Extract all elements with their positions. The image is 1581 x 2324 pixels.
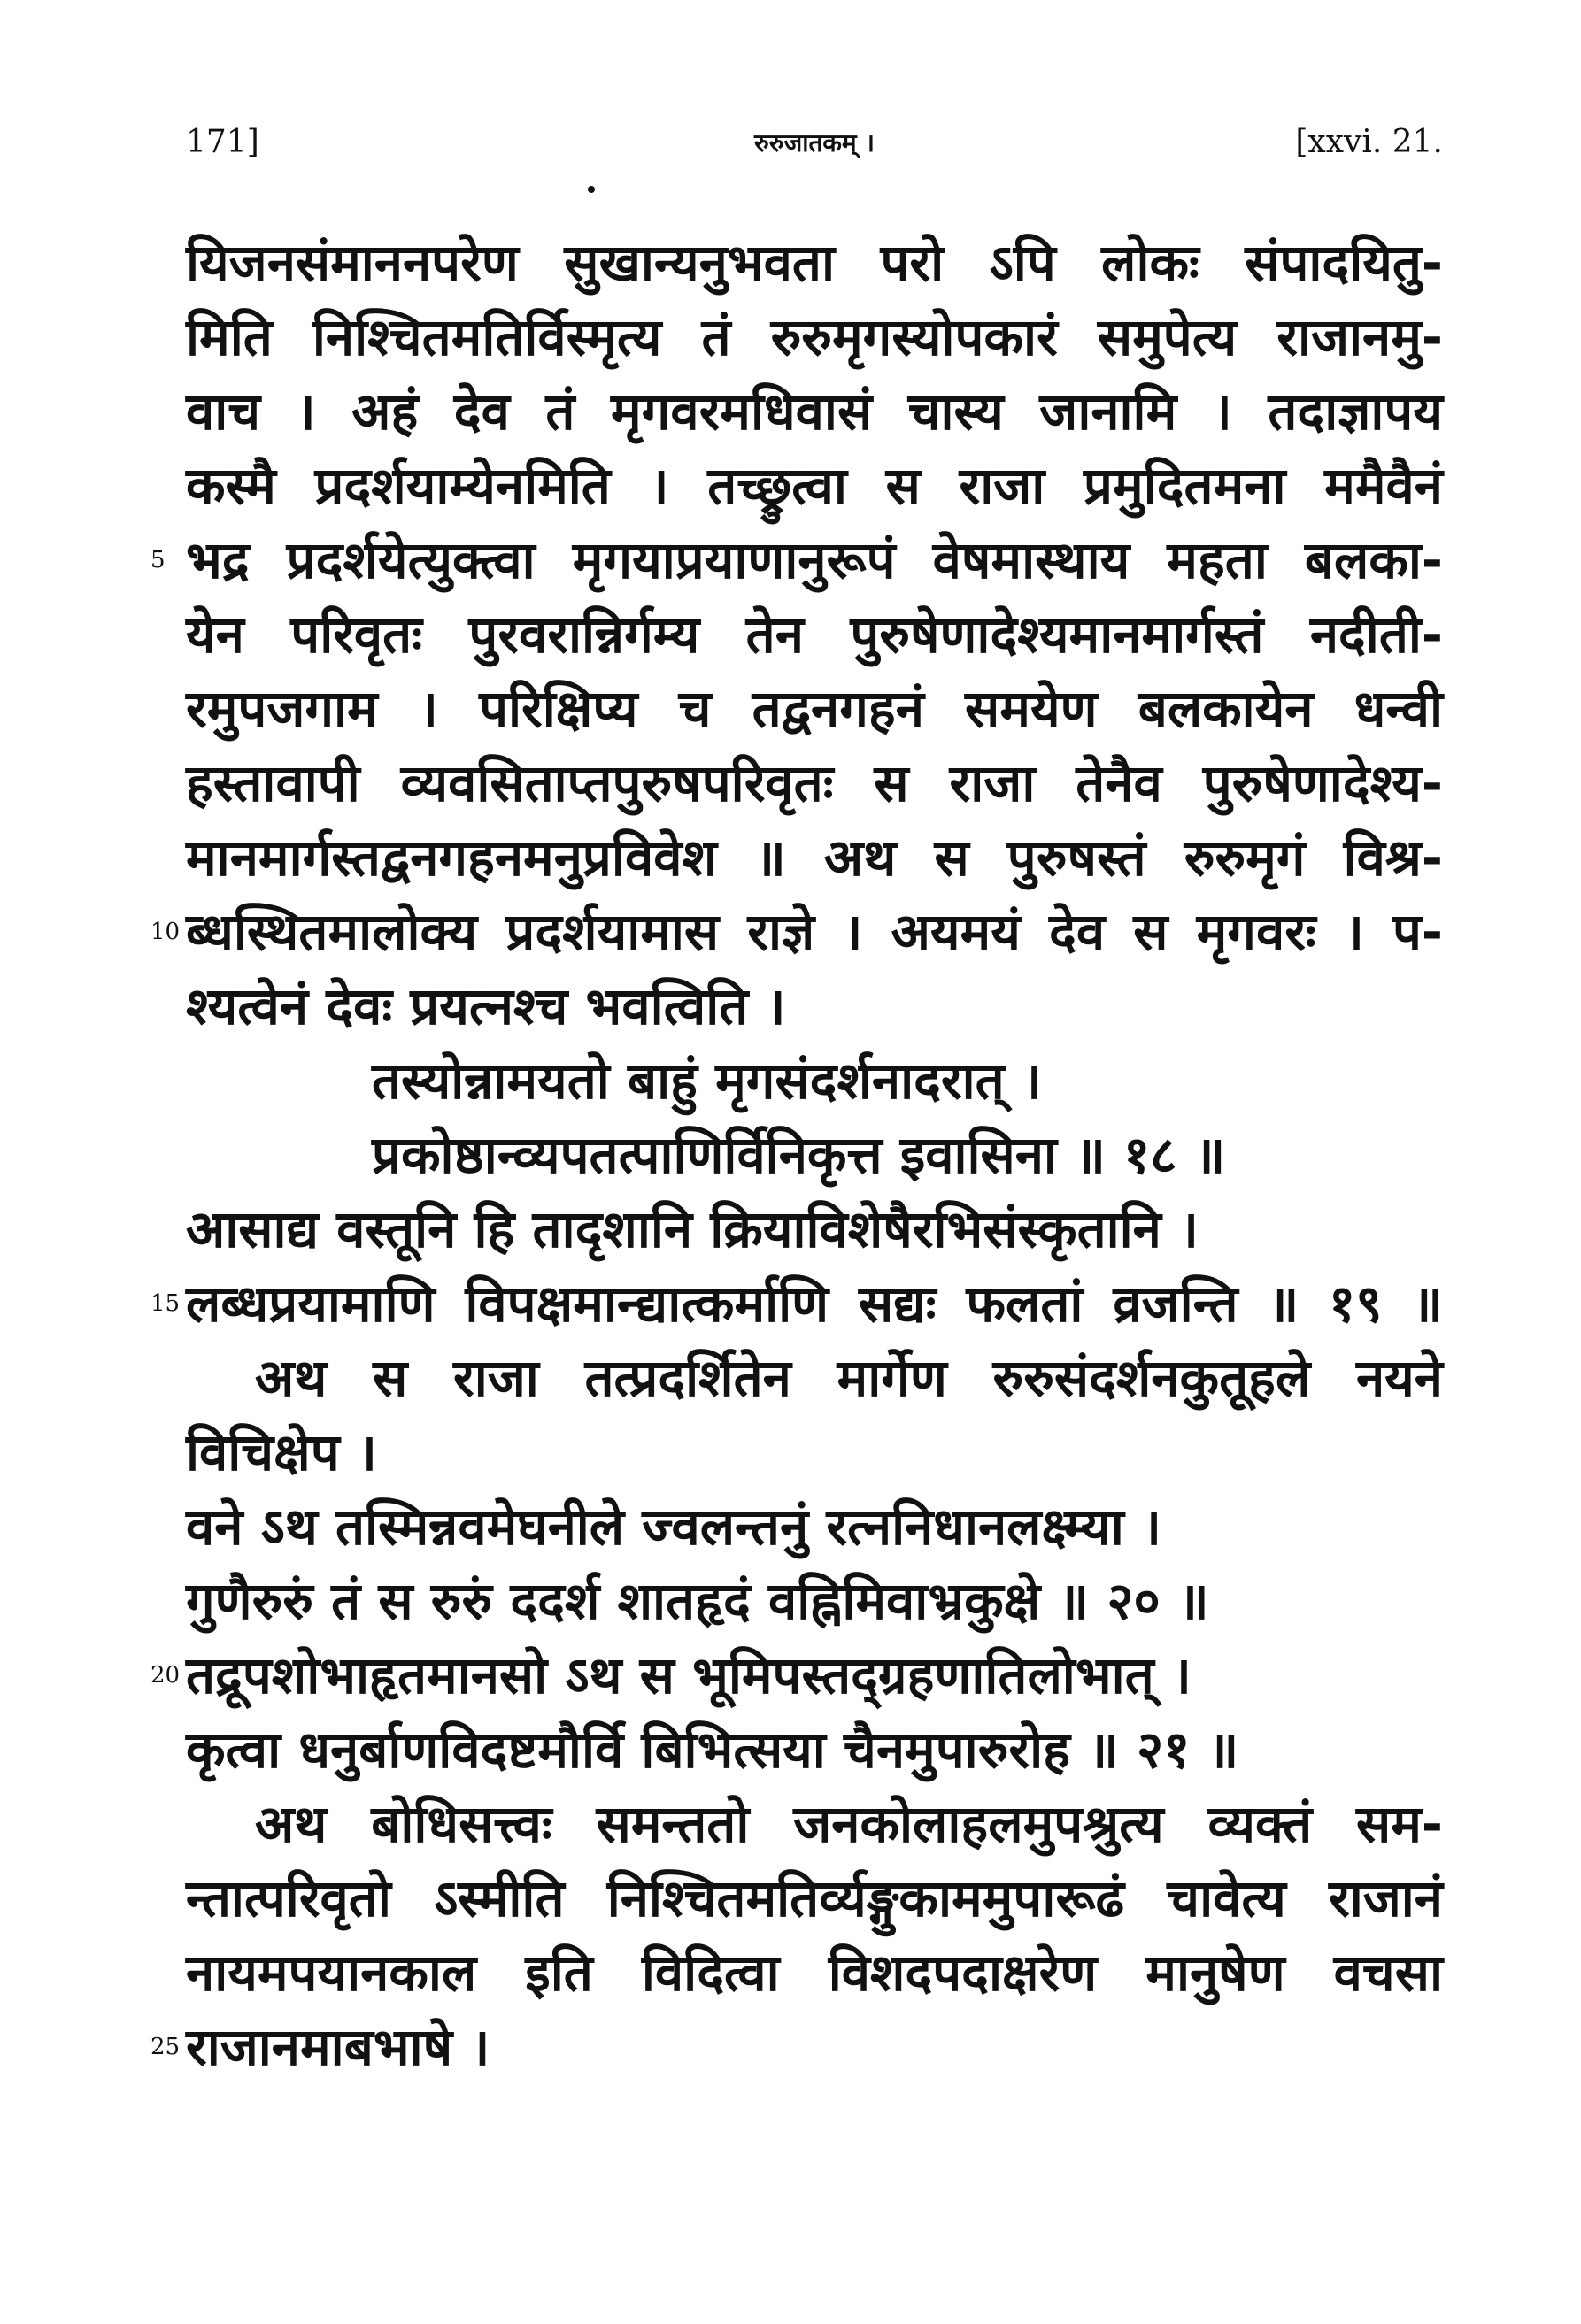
verse-line: वने ऽथ तस्मिन्नवमेघनीले ज्वलन्तनुं रत्ननिधानलक्ष्म्या । bbox=[186, 1497, 1161, 1557]
text-line: विचिक्षेप । bbox=[186, 1422, 377, 1482]
running-title: रुरुजातकम् । bbox=[753, 128, 875, 158]
verse-line: गुणैरुरुं तं स रुरुं ददर्श शातहृदं वह्निमिवाभ्रकुक्षे ॥ २० ॥ bbox=[186, 1571, 1209, 1631]
text-line: श्यत्वेनं देवः प्रयत्नश्च भवत्विति । bbox=[186, 976, 786, 1036]
text-line: मिति निश्चितमतिर्विस्मृत्य तं रुरुमृगस्योपकारं समुपेत्य राजानमु- bbox=[186, 307, 1443, 367]
text-line: 25 राजानमाबभाषे । bbox=[186, 2010, 1443, 2084]
text-line: 5 भद्र प्रदर्शयेत्युक्त्वा मृगयाप्रयाणानुरूपं वेषमास्थाय महता बलका- bbox=[186, 523, 1443, 597]
text-line: 10 ब्धस्थितमालोक्य प्रदर्शयामास राज्ञे । अयमयं देव स मृगवरः । प- bbox=[186, 895, 1443, 969]
line-number: 10 bbox=[150, 919, 181, 945]
text-line: अथ स राजा तत्प्रदर्शितेन मार्गेण रुरुसंदर्शनकुतूहले नयने bbox=[255, 1348, 1443, 1408]
text-line: वाच । अहं देव तं मृगवरमधिवासं चास्य जानामि । तदाज्ञापय bbox=[186, 381, 1443, 442]
text-line: हस्तावापी व्यवसिताप्तपुरुषपरिवृतः स राजा तेनैव पुरुषेणादेश्य- bbox=[186, 753, 1443, 813]
text-line: मानमार्गस्तद्वनगहनमनुप्रविवेश ॥ अथ स पुरुषस्तं रुरुमृगं विश्र- bbox=[186, 827, 1443, 888]
text-line: कस्मै प्रदर्शयाम्येनमिति । तच्छ्रुत्वा स राजा प्रमुदितमना ममैवैनं bbox=[186, 456, 1443, 516]
verse-line: कृत्वा धनुर्बाणविदष्टमौर्वि बिभित्सया चैनमुपारुरोह ॥ २१ ॥ bbox=[186, 1720, 1239, 1780]
verse-line: तस्योन्नामयतो बाहुं मृगसंदर्शनादरात् । bbox=[372, 1050, 1042, 1111]
section-reference: [xxvi. 21. bbox=[1295, 124, 1443, 160]
text-body bbox=[150, 226, 1443, 2084]
text-line: न्तात्परिवृतो ऽस्मीति निश्चितमतिर्व्यङ्गुकाममुपारूढं चावेत्य राजानं bbox=[186, 1868, 1443, 1928]
verse-line: प्रकोष्ठान्व्यपतत्पाणिर्विनिकृत्त इवासिना ॥ १८ ॥ bbox=[372, 1125, 1226, 1185]
text-line: यिजनसंमाननपरेण सुखान्यनुभवता परो ऽपि लोकः संपादयितु- bbox=[186, 233, 1443, 293]
verse-line: आसाद्य वस्तूनि हि तादृशानि क्रियाविशेषैरभिसंस्कृतानि । bbox=[186, 1199, 1199, 1259]
verse-line: 15 लब्धप्रयामाणि विपक्षमान्द्यात्कर्माणि सद्यः फलतां व्रजन्ति ॥ १९ ॥ bbox=[186, 1266, 1443, 1341]
verse-line: 20 तद्रूपशोभाहृतमानसो ऽथ स भूमिपस्तद्ग्रहणातिलोभात् । bbox=[186, 1638, 1443, 1712]
page-header bbox=[186, 124, 1443, 177]
line-number: 15 bbox=[150, 1290, 181, 1317]
page-number: 171] bbox=[186, 124, 259, 160]
print-mark bbox=[588, 186, 595, 193]
text-line: अथ बोधिसत्त्वः समन्ततो जनकोलाहलमुपश्रुत्य व्यक्तं सम- bbox=[255, 1794, 1443, 1854]
line-number: 20 bbox=[150, 1662, 181, 1689]
line-number: 5 bbox=[150, 547, 166, 573]
text-line: नायमपयानकाल इति विदित्वा विशदपदाक्षरेण मानुषेण वचसा bbox=[186, 1943, 1443, 2003]
text-line: येन परिवृतः पुरवरान्निर्गम्य तेन पुरुषेणादेश्यमानमार्गस्तं नदीती- bbox=[186, 604, 1443, 665]
text-line: रमुपजगाम । परिक्षिप्य च तद्वनगहनं समयेण बलकायेन धन्वी bbox=[186, 679, 1443, 739]
line-number: 25 bbox=[150, 2034, 181, 2060]
